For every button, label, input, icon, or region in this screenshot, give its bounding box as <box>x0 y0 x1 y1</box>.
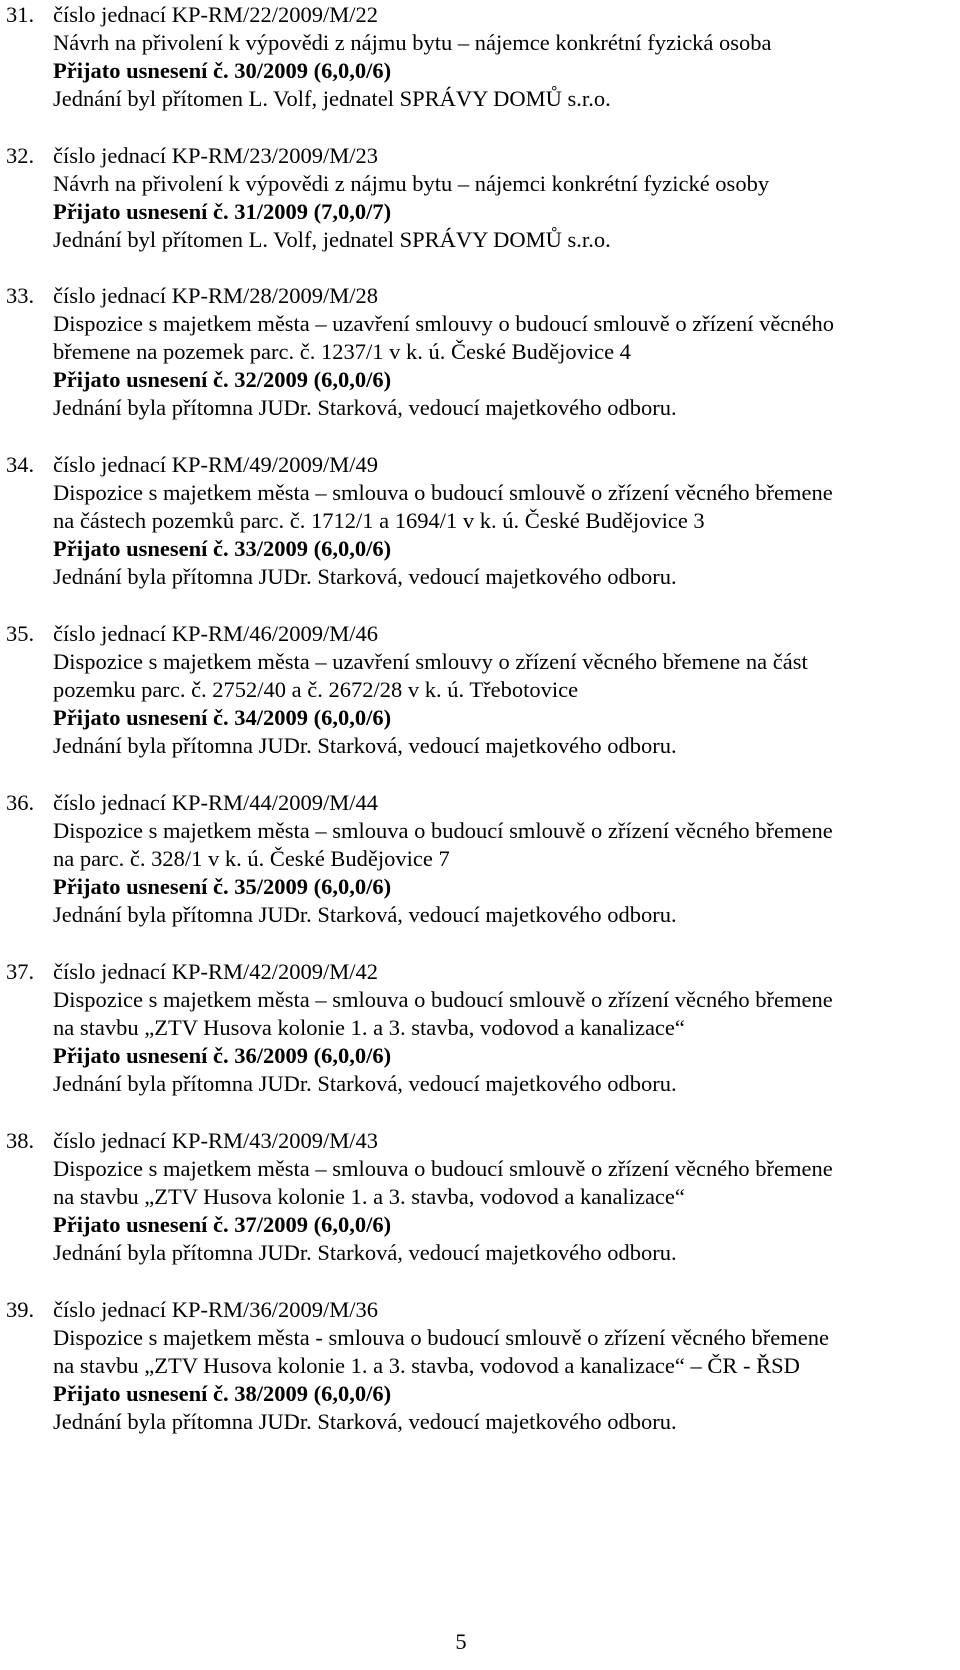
reference-number: číslo jednací KP-RM/23/2009/M/23 <box>53 143 378 168</box>
item-subject: Dispozice s majetkem města - smlouva o budoucí smlouvě o zřízení věcného břemene <box>53 1325 830 1350</box>
item-subject: Návrh na přivolení k výpovědi z nájmu bytu – nájemci konkrétní fyzické osoby <box>53 171 770 196</box>
resolution-adopted: Přijato usnesení č. 34/2009 (6,0,0/6) <box>53 705 392 730</box>
item-subject-continued: na částech pozemků parc. č. 1712/1 a 1694/1 v k. ú. České Budějovice 3 <box>53 508 705 533</box>
resolution-adopted: Přijato usnesení č. 31/2009 (7,0,0/7) <box>53 199 392 224</box>
item-subject: Dispozice s majetkem města – smlouva o budoucí smlouvě o zřízení věcného břemene <box>53 987 833 1012</box>
attendance-note: Jednání byla přítomna JUDr. Starková, vedoucí majetkového odboru. <box>53 1240 677 1265</box>
resolution-adopted: Přijato usnesení č. 38/2009 (6,0,0/6) <box>53 1381 392 1406</box>
item-number: 39. <box>6 1297 35 1322</box>
page-number: 5 <box>455 1629 467 1654</box>
attendance-note: Jednání byla přítomna JUDr. Starková, vedoucí majetkového odboru. <box>53 395 677 420</box>
item-number: 36. <box>6 790 35 815</box>
resolution-adopted: Přijato usnesení č. 33/2009 (6,0,0/6) <box>53 536 392 561</box>
item-subject-continued: na stavbu „ZTV Husova kolonie 1. a 3. stavba, vodovod a kanalizace“ <box>53 1184 685 1209</box>
resolution-adopted: Přijato usnesení č. 32/2009 (6,0,0/6) <box>53 367 392 392</box>
item-number: 33. <box>6 283 35 308</box>
item-subject-continued: na parc. č. 328/1 v k. ú. České Budějovice 7 <box>53 846 450 871</box>
item-number: 38. <box>6 1128 35 1153</box>
item-subject: Dispozice s majetkem města – smlouva o budoucí smlouvě o zřízení věcného břemene <box>53 1156 833 1181</box>
item-subject-continued: na stavbu „ZTV Husova kolonie 1. a 3. stavba, vodovod a kanalizace“ – ČR - ŘSD <box>53 1353 800 1378</box>
attendance-note: Jednání byl přítomen L. Volf, jednatel SPRÁVY DOMŮ s.r.o. <box>53 227 611 252</box>
reference-number: číslo jednací KP-RM/28/2009/M/28 <box>53 283 378 308</box>
attendance-note: Jednání byla přítomna JUDr. Starková, vedoucí majetkového odboru. <box>53 1071 677 1096</box>
item-subject: Dispozice s majetkem města – uzavření smlouvy o zřízení věcného břemene na část <box>53 649 808 674</box>
attendance-note: Jednání byla přítomna JUDr. Starková, vedoucí majetkového odboru. <box>53 1409 677 1434</box>
item-number: 32. <box>6 143 35 168</box>
item-subject-continued: pozemku parc. č. 2752/40 a č. 2672/28 v k. ú. Třebotovice <box>53 677 579 702</box>
item-number: 34. <box>6 452 35 477</box>
item-number: 31. <box>6 2 35 27</box>
reference-number: číslo jednací KP-RM/43/2009/M/43 <box>53 1128 378 1153</box>
item-number: 35. <box>6 621 35 646</box>
reference-number: číslo jednací KP-RM/36/2009/M/36 <box>53 1297 378 1322</box>
resolution-adopted: Přijato usnesení č. 30/2009 (6,0,0/6) <box>53 58 392 83</box>
item-subject: Dispozice s majetkem města – smlouva o budoucí smlouvě o zřízení věcného břemene <box>53 480 833 505</box>
item-subject: Dispozice s majetkem města – uzavření smlouvy o budoucí smlouvě o zřízení věcného <box>53 311 835 336</box>
reference-number: číslo jednací KP-RM/22/2009/M/22 <box>53 2 378 27</box>
item-number: 37. <box>6 959 35 984</box>
reference-number: číslo jednací KP-RM/46/2009/M/46 <box>53 621 378 646</box>
attendance-note: Jednání byla přítomna JUDr. Starková, vedoucí majetkového odboru. <box>53 733 677 758</box>
item-subject-continued: břemene na pozemek parc. č. 1237/1 v k. ú. České Budějovice 4 <box>53 339 631 364</box>
resolution-adopted: Přijato usnesení č. 37/2009 (6,0,0/6) <box>53 1212 392 1237</box>
attendance-note: Jednání byla přítomna JUDr. Starková, vedoucí majetkového odboru. <box>53 902 677 927</box>
attendance-note: Jednání byla přítomna JUDr. Starková, vedoucí majetkového odboru. <box>53 564 677 589</box>
reference-number: číslo jednací KP-RM/49/2009/M/49 <box>53 452 378 477</box>
resolution-adopted: Přijato usnesení č. 36/2009 (6,0,0/6) <box>53 1043 392 1068</box>
reference-number: číslo jednací KP-RM/44/2009/M/44 <box>53 790 378 815</box>
attendance-note: Jednání byl přítomen L. Volf, jednatel SPRÁVY DOMŮ s.r.o. <box>53 86 611 111</box>
item-subject: Návrh na přivolení k výpovědi z nájmu bytu – nájemce konkrétní fyzická osoba <box>53 30 772 55</box>
item-subject: Dispozice s majetkem města – smlouva o budoucí smlouvě o zřízení věcného břemene <box>53 818 833 843</box>
item-subject-continued: na stavbu „ZTV Husova kolonie 1. a 3. stavba, vodovod a kanalizace“ <box>53 1015 685 1040</box>
reference-number: číslo jednací KP-RM/42/2009/M/42 <box>53 959 378 984</box>
resolution-adopted: Přijato usnesení č. 35/2009 (6,0,0/6) <box>53 874 392 899</box>
